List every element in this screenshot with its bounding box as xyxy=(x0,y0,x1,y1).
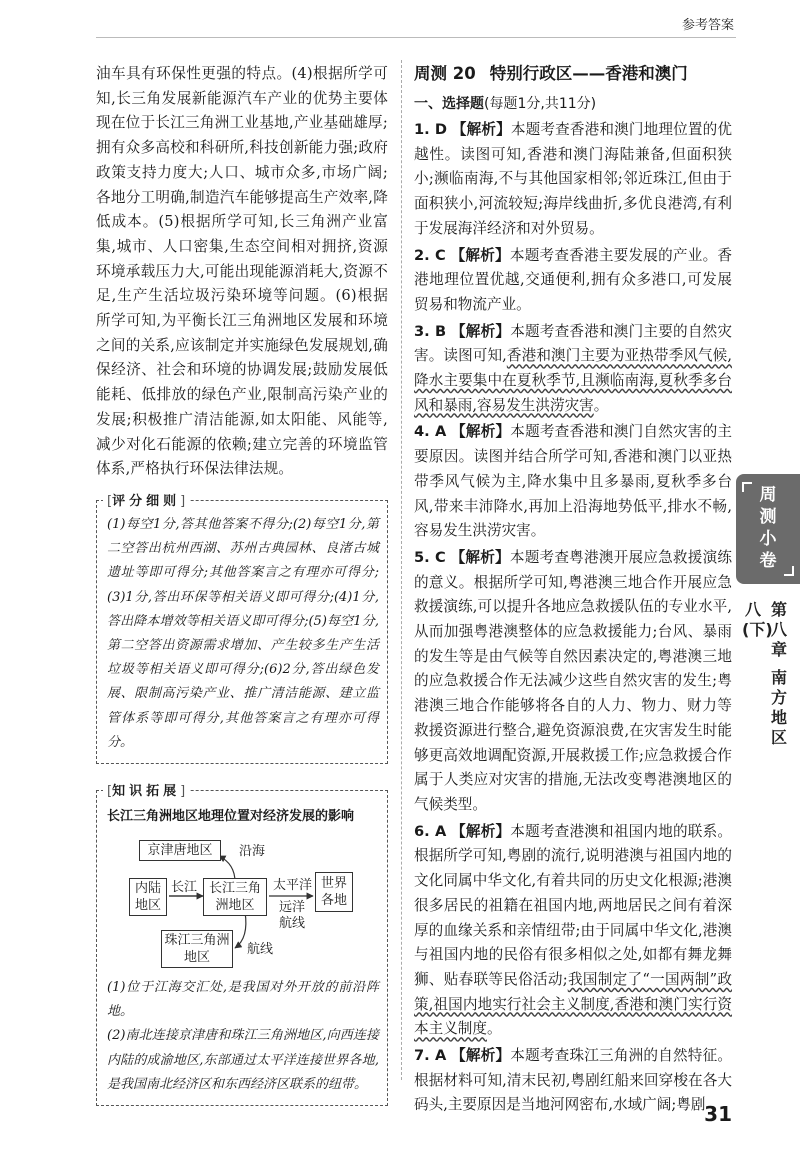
side-tab xyxy=(736,474,800,584)
choice-section-heading: 一、选择题(每题1分,共11分) xyxy=(414,96,597,112)
knowledge-box xyxy=(96,783,388,1106)
box-changsanjiao: 长江三角洲地区 xyxy=(203,878,267,916)
box-shijie: 世界各地 xyxy=(315,872,353,912)
side-region: 南方地区 xyxy=(770,668,787,747)
label-yuanyang: 远洋航线 xyxy=(279,899,306,931)
question-5: 5. C 【解析】本题考查粤港澳开展应急救援演练的意义。根据所学可知,粤港澳三地合作开展应急救援演练,可以提升各地应急救援队伍的专业水平,从而加强粤港澳整体的应急救援能力;台风、暴雨的发生等是由气候等自然因素决定的,粤港澳三地的应急救援合作无法减少这些自然灾害的发生;粤港澳三地合作能够将各自的人力、物力、财力等救援资源进行整合,避免资源浪费,在灾害发生时能够更高效地调配资源,开展救援工作;应急救援合作属于人类应对灾害的措施,无法改变粤港澳地区的气候类型。 xyxy=(414,548,732,813)
left-column xyxy=(96,62,388,1106)
question-3: 3. B 【解析】本题考查香港和澳门主要的自然灾害。读图可知,香港和澳门主要为亚热带季风气候,降水主要集中在夏秋季节,且濒临南海,夏秋季多台风和暴雨,容易发生洪涝灾害。 xyxy=(414,322,733,414)
knowledge-point-1: (1)位于江海交汇处,是我国对外开放的前沿阵地。 xyxy=(107,979,379,1020)
box-jinjin: 京津唐地区 xyxy=(139,840,221,861)
scoring-box-text: (1)每空1分,答其他答案不得分;(2)每空1分,第二空答出杭州西湖、苏州古典园林、良渚古城遗址等即可得分;其他答案言之有理亦可得分;(3)1分,答出环保等相关语义即可得分;(4)1分,答出降本增效等相关语义即可得分;(5)每空1分,第二空答出资源需求增加、产生较多生产生活垃圾等相关语义即可得分;(6)2分,答出绿色发展、限制高污染产业、推广清洁能源、建立监管体系等即可得分,其他答案言之有理亦可得分。 xyxy=(107,516,379,750)
right-column xyxy=(414,62,732,1118)
header-rule xyxy=(96,37,736,38)
side-grade: 八(下) xyxy=(742,600,773,639)
label-taipingyang: 太平洋 xyxy=(273,877,313,893)
label-changjiang: 长江 xyxy=(171,879,198,895)
box-neilu: 内陆地区 xyxy=(129,878,167,916)
location-diagram xyxy=(107,830,379,972)
scoring-box xyxy=(96,493,388,764)
question-6: 6. A 【解析】本题考查港澳和祖国内地的联系。根据所学可知,粤剧的流行,说明港澳与祖国内地的文化同属中华文化,有着共同的历史文化根源;港澳很多居民的祖籍在祖国内地,两地居民之间有着深厚的血缘关系和亲情纽带;由于同属中华文化,港澳与祖国内地的民俗有很多相似之处,如都有舞龙舞狮、贴春联等民俗活动;我国制定了“一国两制”政策,祖国内地实行社会主义制度,香港和澳门实行资本主义制度。 xyxy=(414,822,732,1038)
question-2: 2. C 【解析】本题考查香港主要发展的产业。香港地理位置优越,交通便利,拥有众多港口,可发展贸易和物流产业。 xyxy=(414,246,732,313)
header-title: 参考答案 xyxy=(681,18,734,33)
question-1: 1. D 【解析】本题考查香港和澳门地理位置的优越性。读图可知,香港和澳门海陆兼备,但面积狭小;濒临南海,不与其他国家相邻;邻近珠江,但由于面积狭小,河流较短;海岸线曲折,多优良港湾,有利于发展海洋经济和对外贸易。 xyxy=(414,121,732,237)
arrow-csj-zhusanjiao xyxy=(235,912,246,948)
knowledge-subhead: 长江三角洲地区地理位置对经济发展的影响 xyxy=(107,808,355,824)
question-4: 4. A 【解析】本题考查香港和澳门自然灾害的主要原因。读图并结合所学可知,香港和澳门以亚热带季风气候为主,降水集中且多暴雨,夏秋季多台风,带来丰沛降水,再加上沿海地势低平,排水不畅,容易发生洪涝灾害。 xyxy=(414,423,732,540)
tab-bracket-right xyxy=(784,566,794,576)
label-hangxian: 航线 xyxy=(247,941,274,957)
page-number: 31 xyxy=(704,1102,732,1126)
scoring-box-title: [评分细则] xyxy=(103,490,189,509)
label-yanhai: 沿海 xyxy=(239,843,266,859)
box-zhusanjiao: 珠江三角洲地区 xyxy=(161,930,233,968)
side-tab-label: 周测小卷 xyxy=(759,485,777,571)
tab-bracket-left xyxy=(742,482,752,492)
side-chapter: 第八章 xyxy=(770,600,787,659)
question-7: 7. A 【解析】本题考查珠江三角洲的自然特征。根据材料可知,清末民初,粤剧红船来回穿梭在各大码头,主要原因是当地河网密布,水域广阔;粤剧 xyxy=(414,1047,732,1114)
knowledge-box-title: [知识拓展] xyxy=(103,780,189,799)
section-title: 周测 20 特别行政区——香港和澳门 xyxy=(414,64,688,83)
column-divider xyxy=(401,60,402,1080)
knowledge-point-2: (2)南北连接京津唐和珠江三角洲地区,向西连接内陆的成渝地区,东部通过太平洋连接世界各地,是我国南北经济区和东西经济区联系的纽带。 xyxy=(107,1028,379,1092)
left-body-text: 油车具有环保性更强的特点。(4)根据所学可知,长三角发展新能源汽车产业的优势主要体现在位于长江三角洲工业基地,产业基础雄厚;拥有众多高校和科研所,科技创新能力强;政府政策支持力度大;人口、城市众多,市场广阔;各地分工明确,制造汽车能够提高生产效率,降低成本。(5)根据所学可知,长三角洲产业富集,城市、人口密集,生态空间相对拥挤,资源环境承载压力大,可能出现能源消耗大,资源不足,生产生活垃圾污染环境等问题。(6)根据所学可知,为平衡长江三角洲地区发展和环境之间的关系,应该制定并实施绿色发展规划,确保经济、社会和环境的协调发展;鼓励发展低能耗、低排放的绿色产业,限制高污染产业的发展;积极推广清洁能源,如太阳能、风能等,减少对化石能源的依赖;建立完善的环境监管体系,严格执行环保法律法规。 xyxy=(96,65,388,478)
